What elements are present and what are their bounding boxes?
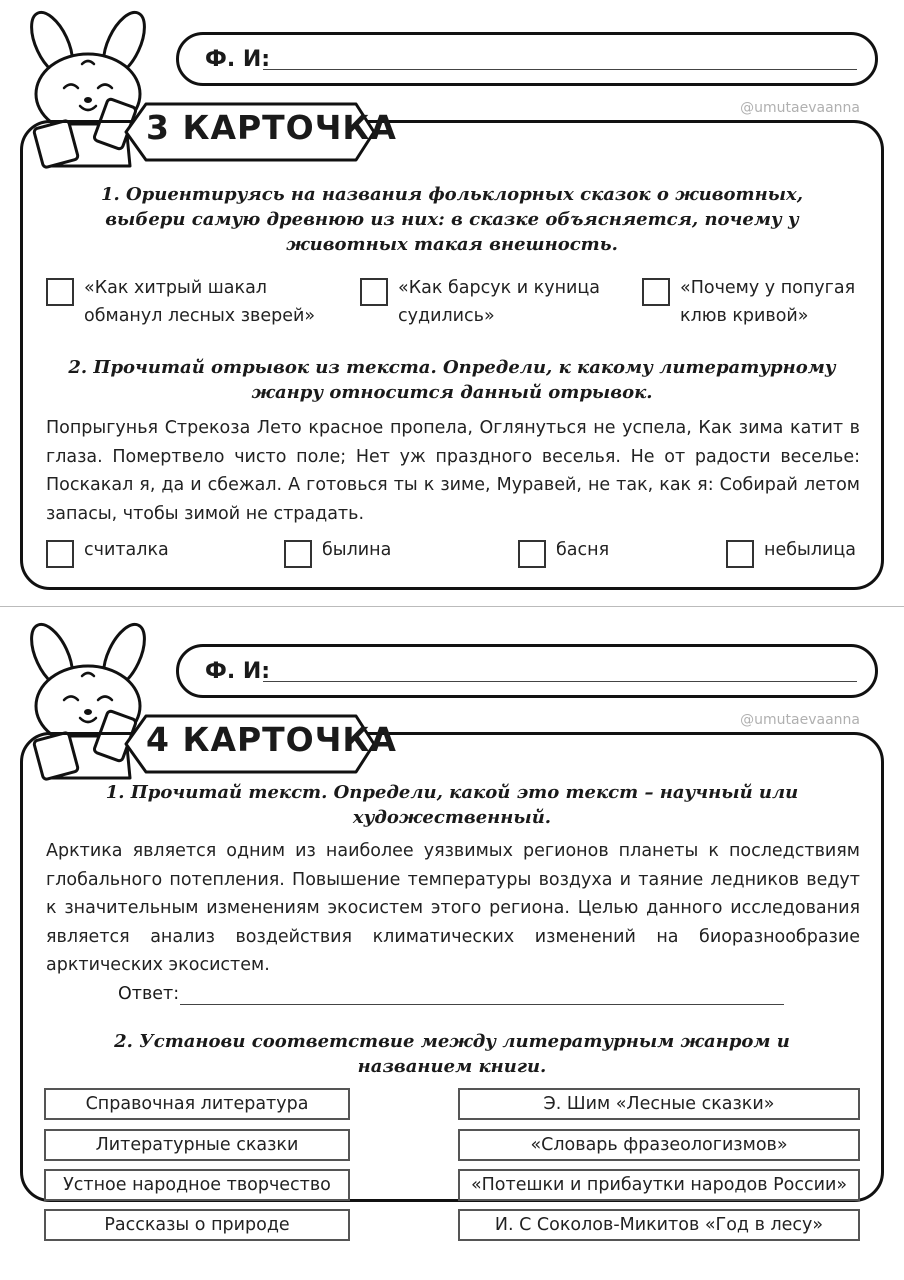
- option-label: былина: [322, 540, 392, 560]
- checkbox[interactable]: [46, 278, 74, 306]
- card-title: [146, 108, 397, 147]
- book-box[interactable]: «Потешки и прибаутки народов России»: [458, 1169, 860, 1201]
- name-field-label: Ф. И:: [205, 659, 271, 684]
- card-title-word: КАРТОЧКА: [182, 720, 397, 759]
- card-3: [0, 0, 904, 600]
- watermark: @umutaevaanna: [740, 712, 860, 728]
- checkbox[interactable]: [46, 540, 74, 568]
- option-label: считалка: [84, 540, 169, 560]
- card-title-word: КАРТОЧКА: [182, 108, 397, 147]
- task-1-title: 1. Прочитай текст. Определи, какой это текст – научный или художественный.: [105, 782, 799, 828]
- task-2-title: 2. Установи соответствие между литературным жанром и названием книги.: [114, 1031, 790, 1077]
- science-text: Арктика является одним из наиболее уязвимых регионов планеты к последствиям глобального потепления. Повышение температуры воздуха и таяние ледников ведут к значительным изменениям экосистем этого региона. Целью данного исследования является анализ воздействия климатических изменений на биоразнообразие арктических экосистем.: [46, 841, 860, 975]
- task-2-title: 2. Прочитай отрывок из текста. Определи, к какому литературному жанру относится данный отрывок.: [68, 357, 836, 403]
- card-4: [0, 612, 904, 1235]
- option-label: «Как хитрый шакал обманул лесных зверей»: [84, 278, 316, 326]
- genre-box[interactable]: Литературные сказки: [44, 1129, 350, 1161]
- card-number: 3: [146, 108, 170, 147]
- genre-box[interactable]: Устное народное творчество: [44, 1169, 350, 1201]
- name-field[interactable]: [176, 644, 878, 698]
- checkbox[interactable]: [518, 540, 546, 568]
- checkbox[interactable]: [284, 540, 312, 568]
- watermark: @umutaevaanna: [740, 100, 860, 116]
- card-number: 4: [146, 720, 170, 759]
- genre-box[interactable]: Справочная литература: [44, 1088, 350, 1120]
- name-field[interactable]: [176, 32, 878, 86]
- option-label: басня: [556, 540, 610, 560]
- option-label: «Как барсук и куница судились»: [398, 278, 601, 326]
- excerpt-text: Попрыгунья Стрекоза Лето красное пропела, Оглянуться не успела, Как зима катит в глаза. Помертвело чисто поле; Нет уж праздного веселья. Не от радости веселье: Поскакал я, да и сбежал. А готовься ты к зиме, Муравей, не так, как я: Собирай летом запасы, чтобы зимой не страдать.: [46, 418, 860, 524]
- answer-label: Ответ:: [118, 984, 180, 1004]
- genre-box[interactable]: Рассказы о природе: [44, 1209, 350, 1241]
- checkbox[interactable]: [726, 540, 754, 568]
- task-1-title: 1. Ориентируясь на названия фольклорных сказок о животных, выбери самую древнюю из них: в сказке объясняется, почему у животных такая внешность.: [100, 184, 804, 255]
- answer-line[interactable]: [180, 1004, 784, 1005]
- checkbox[interactable]: [360, 278, 388, 306]
- checkbox[interactable]: [642, 278, 670, 306]
- option-label: «Почему у попугая клюв кривой»: [680, 278, 856, 326]
- option-label: небылица: [764, 540, 857, 560]
- card-separator: [0, 606, 904, 607]
- book-box[interactable]: И. С Соколов-Микитов «Год в лесу»: [458, 1209, 860, 1241]
- name-field-line: [263, 69, 857, 70]
- book-box[interactable]: «Словарь фразеологизмов»: [458, 1129, 860, 1161]
- name-field-label: Ф. И:: [205, 47, 271, 72]
- name-field-line: [263, 681, 857, 682]
- card-title: [146, 720, 397, 759]
- book-box[interactable]: Э. Шим «Лесные сказки»: [458, 1088, 860, 1120]
